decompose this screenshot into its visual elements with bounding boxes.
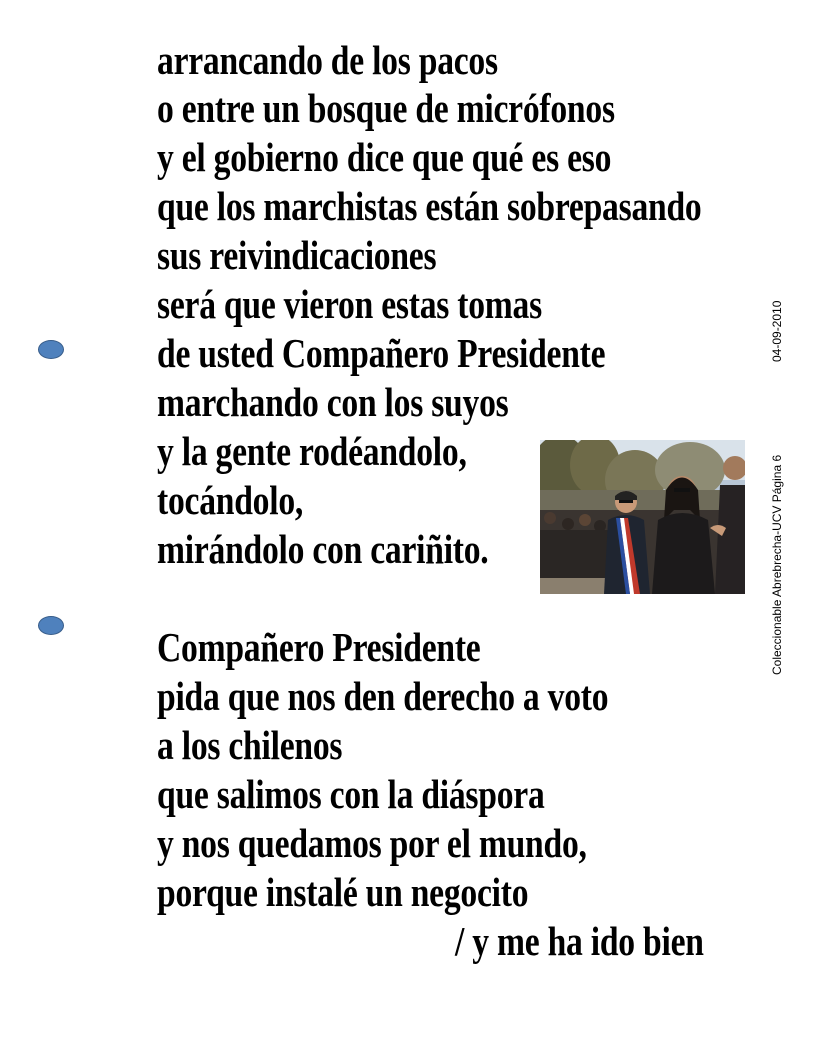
poem-line: Compañero Presidente xyxy=(157,624,481,670)
poem-line: sus reivindicaciones xyxy=(157,232,437,278)
closing-line: / y me ha ido bien xyxy=(455,918,704,964)
poem-line: a los chilenos xyxy=(157,722,343,768)
poem-line: y la gente rodéandolo, xyxy=(157,428,467,474)
poem-line: que los marchistas están sobrepasando xyxy=(157,183,702,229)
poem-line: pida que nos den derecho a voto xyxy=(157,673,609,719)
poem-line: y el gobierno dice que qué es eso xyxy=(157,134,612,180)
poem-line: y nos quedamos por el mundo, xyxy=(157,820,587,866)
poem-line: arrancando de los pacos xyxy=(157,37,498,83)
poem-line: de usted Compañero Presidente xyxy=(157,330,606,376)
march-photo xyxy=(540,440,745,594)
poem-line: que salimos con la diáspora xyxy=(157,771,545,817)
sidebar-collection: Coleccionable Abrebrecha-UCV Página 6 xyxy=(770,454,784,675)
poem-line: marchando con los suyos xyxy=(157,379,509,425)
poem-line: será que vieron estas tomas xyxy=(157,281,542,327)
poem-line: mirándolo con cariñito. xyxy=(157,526,489,572)
poem-line: porque instalé un negocito xyxy=(157,869,529,915)
poem-line: tocándolo, xyxy=(157,477,304,523)
bullet-marker-2 xyxy=(38,616,64,635)
poem-line: o entre un bosque de micrófonos xyxy=(157,85,615,131)
sidebar-date: 04-09-2010 xyxy=(770,300,784,362)
bullet-marker-1 xyxy=(38,340,64,359)
